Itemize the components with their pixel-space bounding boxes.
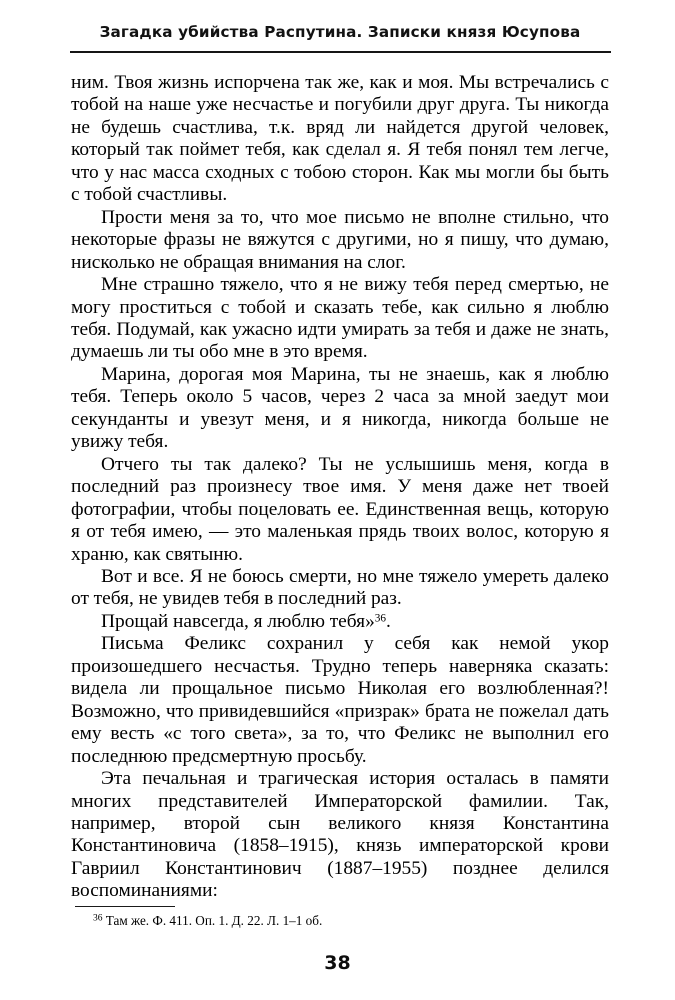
- footnote: [71, 912, 609, 929]
- paragraph-marina: Марина, дорогая моя Марина, ты не знаешь, как я люблю тебя. Теперь около 5 часов, через 2 часа за мной заедут мои секунданты и увезут меня, и я никогда, никогда больше не увижу тебя.: [71, 363, 609, 453]
- paragraph-proshchay-text: Прощай навсегда, я люблю тебя»: [101, 610, 375, 632]
- footnote-marker: 36: [93, 913, 103, 924]
- paragraph-continuation: ним. Твоя жизнь испорчена так же, как и моя. Мы встречались с тобой на наше уже несчастье и погубили друг друга. Ты никогда не будешь счастлива, т.к. вряд ли найдется другой человек, который так поймет тебя, как сделал я. Я тебя понял тем легче, что у нас масса сходных с тобою сторон. Как мы могли бы быть с тобой счастливы.: [71, 72, 609, 206]
- paragraph-proshchay: [71, 611, 609, 633]
- paragraph-eta-pechalnaya: Эта печальная и трагическая история осталась в памяти многих представителей Императорской фамилии. Так, например, второй сын великого князя Константина Константиновича (1858–1915), князь императорской крови Гавриил Константинович (1887–1955) позднее делился воспоминаниями:: [71, 768, 609, 902]
- paragraph-proshchay-tail: .: [386, 610, 391, 632]
- footnote-text: Там же. Ф. 411. Оп. 1. Д. 22. Л. 1–1 об.: [105, 913, 323, 928]
- paragraph-mne-strashno: Мне страшно тяжело, что я не вижу тебя перед смертью, не могу проститься с тобой и сказать тебе, как сильно я люблю тебя. Подумай, как ужасно идти умирать за тебя и даже не знать, думаешь ли ты обо мне в это время.: [71, 274, 609, 363]
- footnote-separator-rule: [75, 906, 175, 907]
- running-header: [70, 22, 610, 42]
- header-divider-rule: [70, 51, 611, 53]
- page-number: 38: [324, 952, 351, 974]
- body-text-column: [71, 72, 609, 903]
- paragraph-otchego: Отчего ты так далеко? Ты не услышишь меня, когда в последний раз произнесу твое имя. У меня даже нет твоей фотографии, чтобы поцеловать ее. Единственная вещь, которую я от тебя имею, — это маленькая прядь твоих волос, которую я храню, как святыню.: [71, 453, 609, 565]
- paragraph-prosti: Прости меня за то, что мое письмо не вполне стильно, что некоторые фразы не вяжутся с другими, но я пишу, что думаю, нисколько не обращая внимания на слог.: [71, 206, 609, 273]
- paragraph-pisma-feliks: Письма Феликс сохранил у себя как немой укор произошедшего несчастья. Трудно теперь наверняка сказать: видела ли прощальное письмо Николая его возлюбленная?! Возможно, что привидевшийся «призрак» брата не пожелал дать ему весть «с того света», за то, что Феликс не выполнил его последнюю предсмертную просьбу.: [71, 633, 609, 767]
- running-header-title: Загадка убийства Распутина. Записки князя Юсупова: [99, 23, 581, 41]
- footnote-reference-marker[interactable]: 36: [374, 612, 387, 625]
- paragraph-vot-i-vse: Вот и все. Я не боюсь смерти, но мне тяжело умереть далеко от тебя, не увидев тебя в последний раз.: [71, 565, 609, 610]
